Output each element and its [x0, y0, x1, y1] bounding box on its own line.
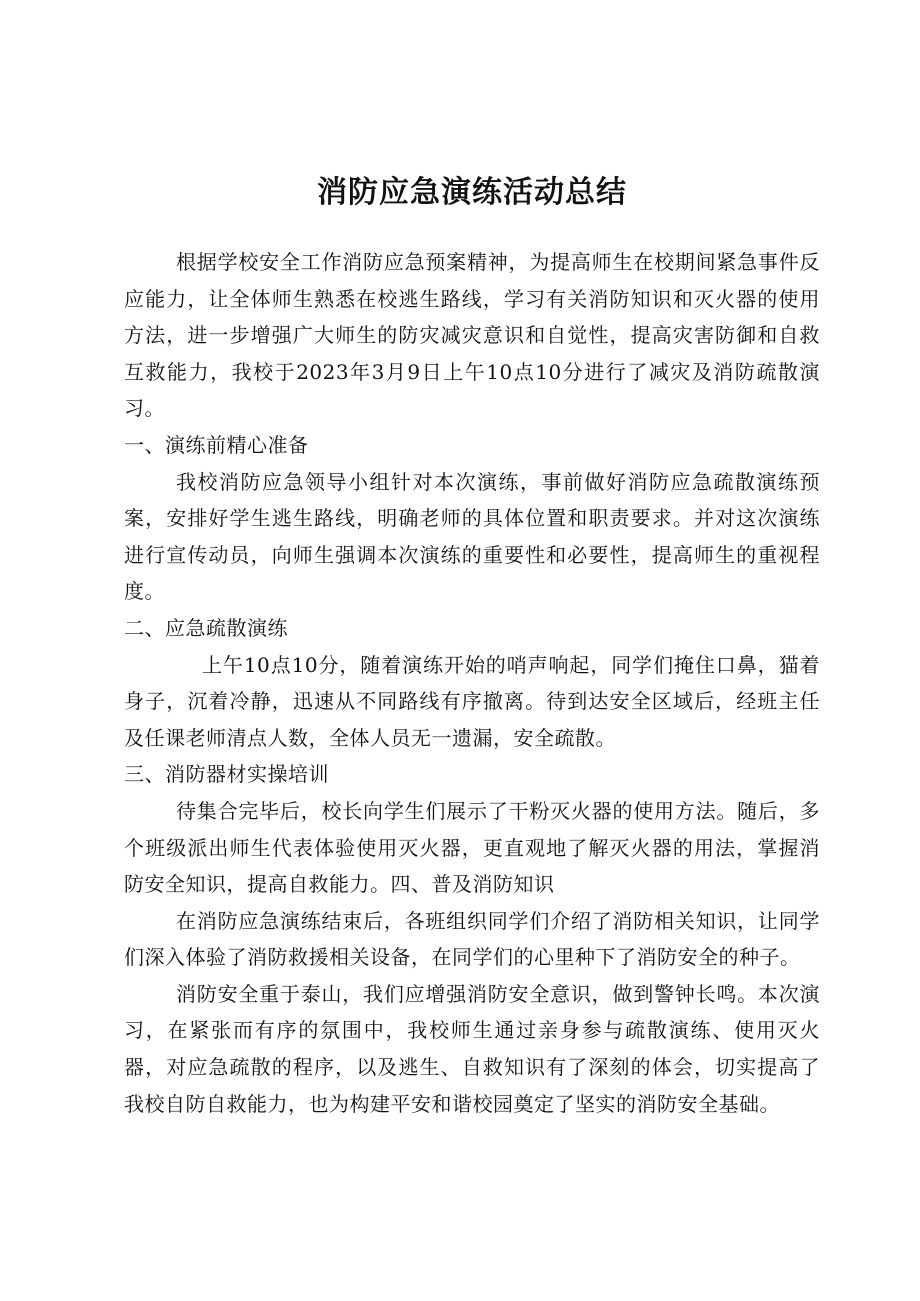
document-body	[124, 244, 820, 1122]
section-paragraph-preparation: 我校消防应急领导小组针对本次演练，事前做好消防应急疏散演练预案，安排好学生逃生路线，明确老师的具体位置和职责要求。并对这次演练进行宣传动员，向师生强调本次演练的重要性和必要性，提高师生的重视程度。	[124, 469, 820, 604]
section-heading-evacuation: 二、应急疏散演练	[124, 615, 288, 640]
section-paragraph-evacuation: 上午10点10分，随着演练开始的哨声响起，同学们掩住口鼻，猫着身子，沉着冷静，迅速从不同路线有序撤离。待到达安全区域后，经班主任及任课老师清点人数，全体人员无一遗漏，安全疏散。	[124, 652, 820, 750]
document-title: 消防应急演练活动总结	[317, 175, 627, 210]
conclusion-paragraph: 消防安全重于泰山，我们应增强消防安全意识，做到警钟长鸣。本次演习，在紧张而有序的氛围中，我校师生通过亲身参与疏散演练、使用灭火器，对应急疏散的程序，以及逃生、自救知识有了深刻的体会，切实提高了我校自防自救能力，也为构建平安和谐校园奠定了坚实的消防安全基础。	[124, 981, 820, 1116]
section-paragraph-equipment-training: 待集合完毕后，校长向学生们展示了干粉灭火器的使用方法。随后，多个班级派出师生代表体验使用灭火器，更直观地了解灭火器的用法，掌握消防安全知识，提高自救能力。四、普及消防知识	[124, 798, 820, 897]
section-paragraph-fire-knowledge: 在消防应急演练结束后，各班组织同学们介绍了消防相关知识，让同学们深入体验了消防救援相关设备，在同学们的心里种下了消防安全的种子。	[124, 908, 820, 970]
section-heading-preparation: 一、演练前精心准备	[124, 432, 309, 457]
intro-paragraph: 根据学校安全工作消防应急预案精神，为提高师生在校期间紧急事件反应能力，让全体师生熟悉在校逃生路线，学习有关消防知识和灭火器的使用方法，进一步增强广大师生的防灾减灾意识和自觉性，提高灾害防御和自救互救能力，我校于2023年3月9日上午10点10分进行了减灾及消防疏散演习。	[124, 250, 820, 421]
section-heading-equipment-training: 三、消防器材实操培训	[124, 762, 329, 787]
